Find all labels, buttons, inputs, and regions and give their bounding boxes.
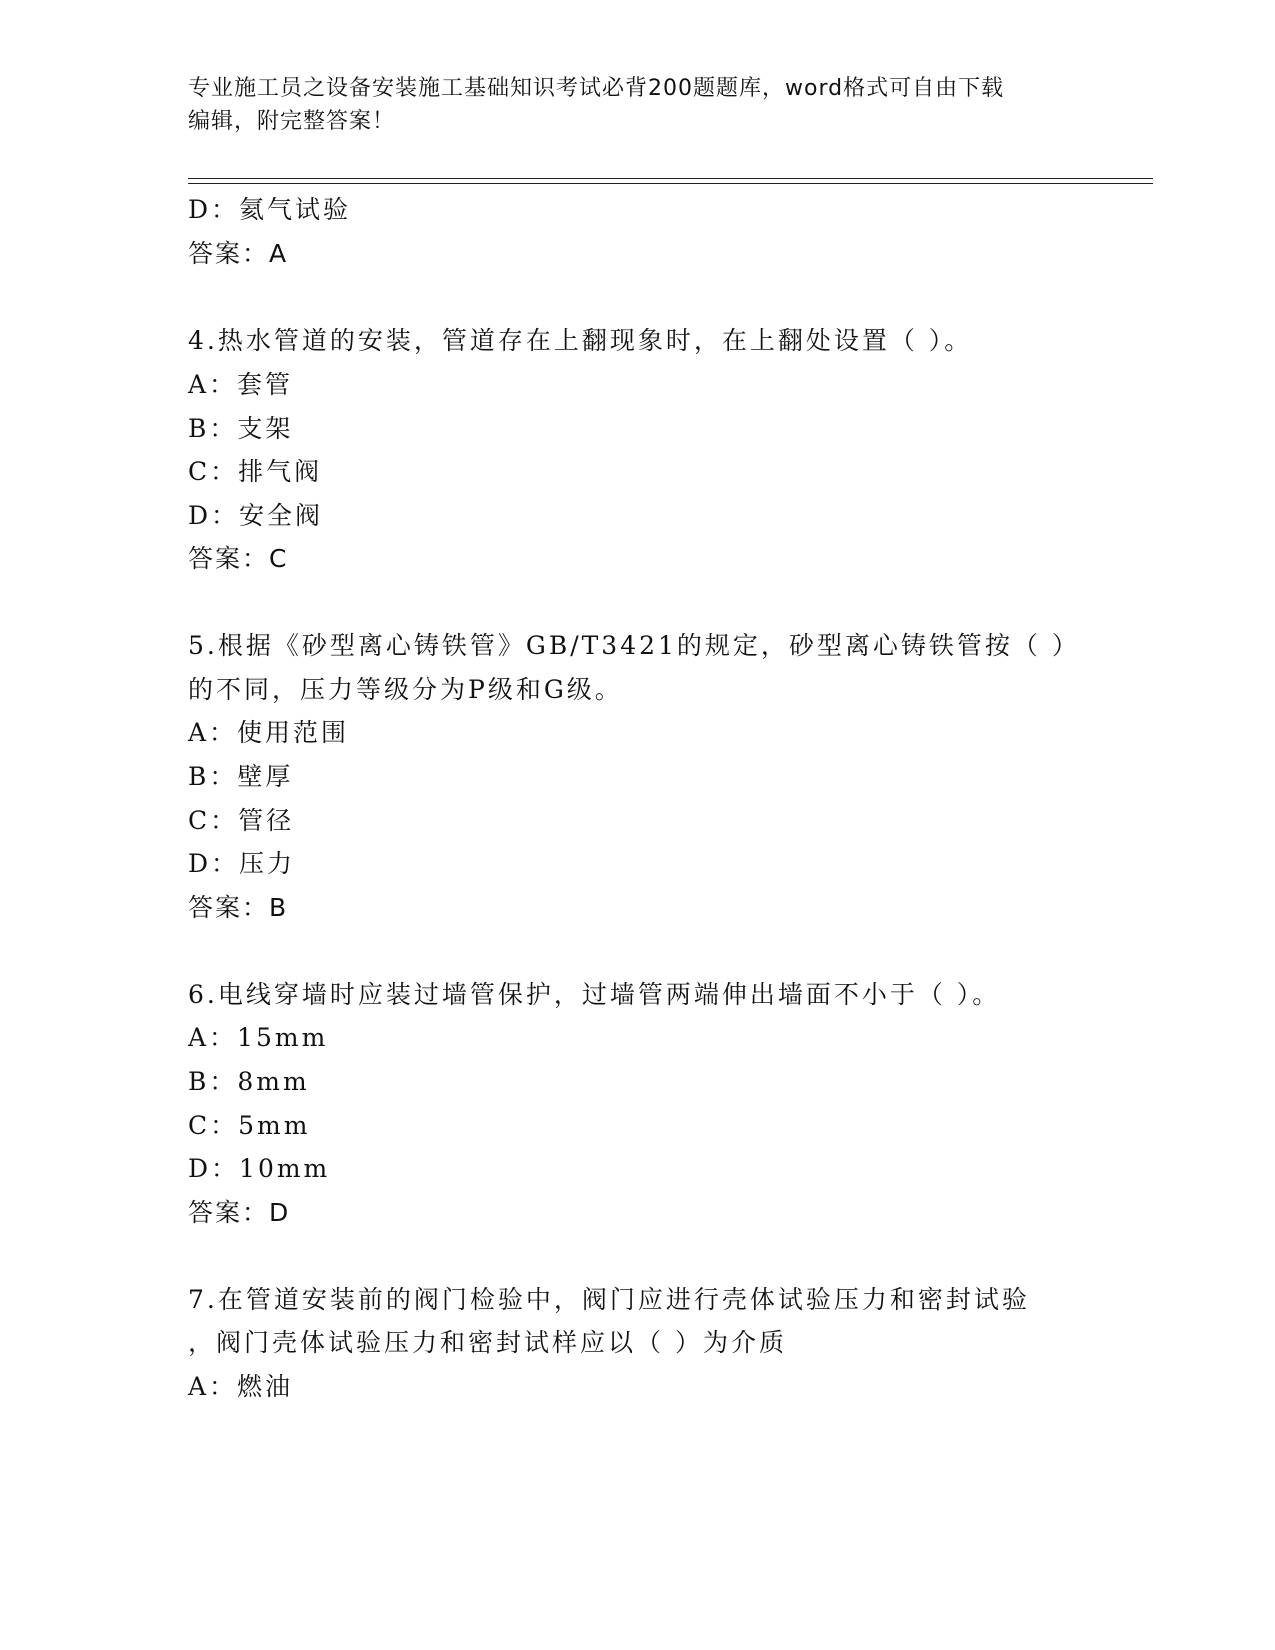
document-header — [188, 72, 1088, 138]
q5-option-b: B：壁厚 — [188, 762, 294, 791]
header-divider-bottom — [188, 183, 1153, 184]
q7-question-line-2: ，阀门壳体试验压力和密封试样应以（ ）为介质 — [188, 1328, 787, 1357]
header-title-line-2: 编辑，附完整答案！ — [188, 109, 396, 134]
q4-option-a: A：套管 — [188, 370, 294, 399]
q4-question: 4.热水管道的安装，管道存在上翻现象时，在上翻处设置（ ）。 — [188, 326, 973, 355]
q4-option-c: C：排气阀 — [188, 457, 323, 486]
q3-option-d: D：氦气试验 — [188, 195, 352, 224]
q4-answer: 答案：C — [188, 544, 289, 573]
q3-answer: 答案：A — [188, 239, 289, 268]
q5-question-line-1: 5.根据《砂型离心铸铁管》GB/T3421的规定，砂型离心铸铁管按（ ） — [188, 631, 1080, 660]
q6-option-b: B：8mm — [188, 1067, 310, 1096]
q6-question: 6.电线穿墙时应装过墙管保护，过墙管两端伸出墙面不小于（ ）。 — [188, 980, 1001, 1009]
q6-option-a: A：15mm — [188, 1023, 329, 1052]
q5-question-line-2: 的不同，压力等级分为P级和G级。 — [188, 675, 623, 704]
q6-option-d: D：10mm — [188, 1154, 331, 1183]
q5-option-d: D：压力 — [188, 849, 296, 878]
header-title-line-1: 专业施工员之设备安装施工基础知识考试必背200题题库，word格式可自由下载 — [188, 76, 1005, 101]
q5-option-a: A：使用范围 — [188, 718, 350, 747]
q5-option-c: C：管径 — [188, 806, 295, 835]
q7-option-a: A：燃油 — [188, 1372, 294, 1401]
q6-option-c: C：5mm — [188, 1111, 311, 1140]
header-divider-top — [188, 178, 1153, 179]
q7-question-line-1: 7.在管道安装前的阀门检验中，阀门应进行壳体试验压力和密封试验 — [188, 1285, 1030, 1314]
q5-answer: 答案：B — [188, 893, 289, 922]
q6-answer: 答案：D — [188, 1198, 291, 1227]
q4-option-d: D：安全阀 — [188, 501, 324, 530]
q4-option-b: B：支架 — [188, 414, 294, 443]
